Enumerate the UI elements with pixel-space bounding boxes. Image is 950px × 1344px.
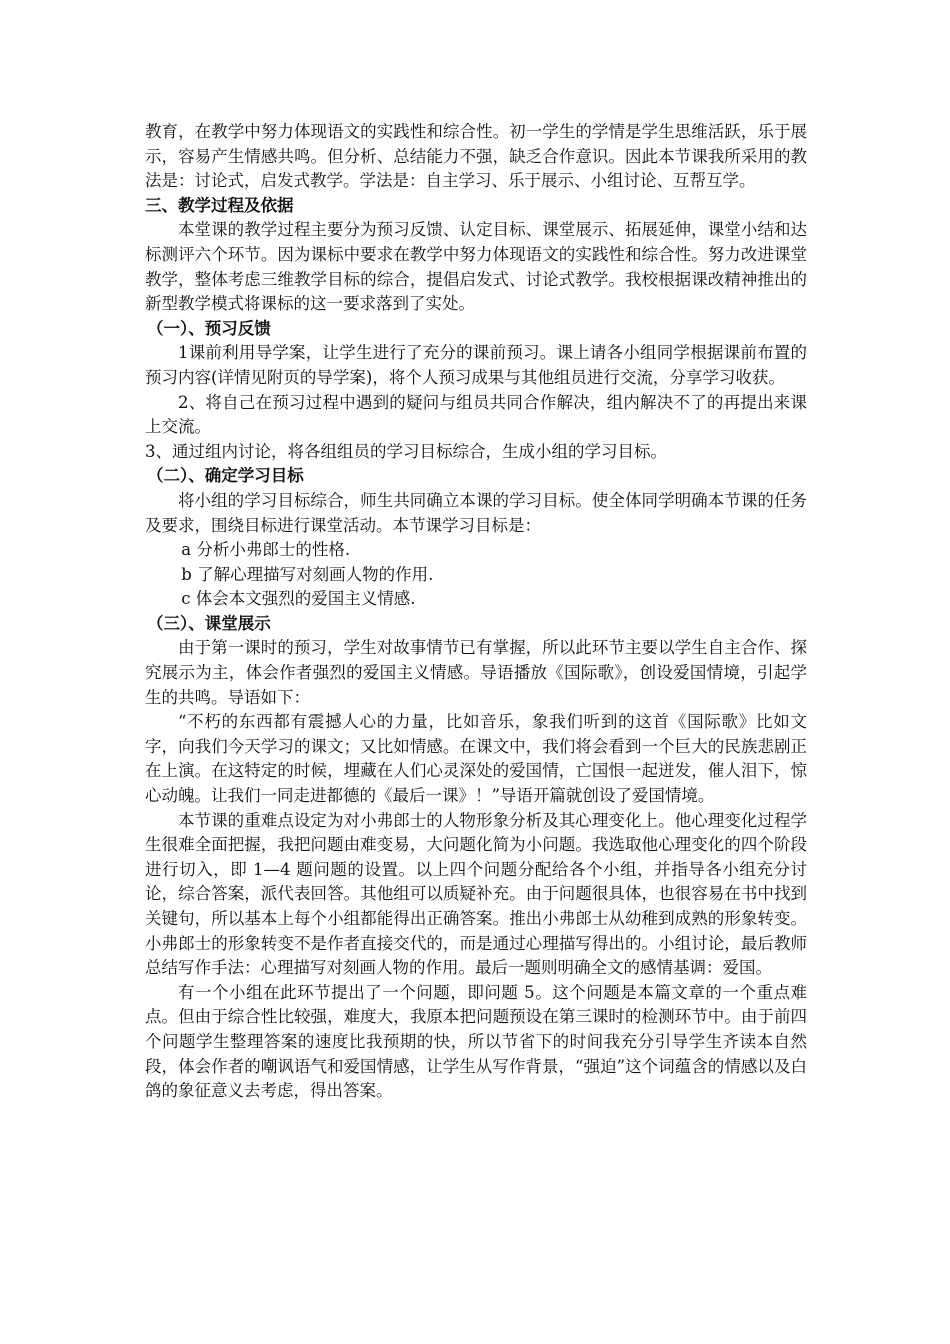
preview-paragraph-1: 1课前利用导学案，让学生进行了充分的课前预习。课上请各小组同学根据课前布置的预习内容(详情见附页的导学案)，将个人预习成果与其他组员进行交流，分享学习收获。	[145, 343, 807, 387]
subheading-class-presentation: （三）、课堂展示	[147, 613, 271, 633]
goals-paragraph: 将小组的学习目标综合，师生共同确立本课的学习目标。使全体同学明确本节课的任务及要求，围绕目标进行课堂活动。本节课学习目标是：	[145, 490, 807, 535]
document-page	[145, 120, 807, 1104]
preview-paragraph-3: 3、通过组内讨论，将各组组员的学习目标综合，生成小组的学习目标。	[145, 441, 667, 461]
goal-item: a 分析小弗郎士的性格.	[181, 540, 351, 560]
goal-item: b 了解心理描写对刻画人物的作用.	[181, 564, 434, 584]
presentation-paragraph-3: 本节课的重难点设定为对小弗郎士的人物形象分析及其心理变化上。他心理变化过程学生很难全面把握，我把问题由难变易，大问题化简为小问题。我选取他心理变化的四个阶段进行切入，即 1—4 题问题的设置。以上四个问题分配给各个小组，并指导各小组充分讨论，综合答案，派代表回答。其他组可以质疑补充。由于问题很具体，也很容易在书中找到关键句，所以基本上每个小组都能得出正确答案。推出小弗郎士从幼稚到成熟的形象转变。小弗郎士的形象转变不是作者直接交代的，而是通过心理描写得出的。小组讨论，最后教师总结写作手法：心理描写对刻画人物的作用。最后一题则明确全文的感情基调：爱国。	[145, 810, 807, 978]
preview-paragraph-2: 2、将自己在预习过程中遇到的疑问与组员共同合作解决，组内解决不了的再提出来课上交流。	[145, 392, 807, 437]
section-heading-teaching-process: 三、教学过程及依据	[145, 195, 294, 215]
presentation-paragraph-4: 有一个小组在此环节提出了一个问题，即问题 5。这个问题是本篇文章的一个重点难点。但由于综合性比较强，难度大，我原本把问题预设在第三课时的检测环节中。由于前四个问题学生整理答案的速度比我预期的快，所以节省下的时间我充分引导学生齐读本自然段，体会作者的嘲讽语气和爱国情感，让学生从写作背景，“强迫”这个词蕴含的情感以及白鸽的象征意义去考虑，得出答案。	[145, 982, 807, 1101]
goal-item: c 体会本文强烈的爱国主义情感.	[181, 589, 416, 609]
intro-paragraph: 教育，在教学中努力体现语文的实践性和综合性。初一学生的学情是学生思维活跃，乐于展示，容易产生情感共鸣。但分析、总结能力不强，缺乏合作意识。因此本节课我所采用的教法是：讨论式，启发式教学。学法是：自主学习、乐于展示、小组讨论、互帮互学。	[145, 122, 807, 191]
subheading-learning-goals: （二）、确定学习目标	[147, 466, 304, 486]
presentation-paragraph-1: 由于第一课时的预习，学生对故事情节已有掌握，所以此环节主要以学生自主合作、探究展示为主，体会作者强烈的爱国主义情感。导语播放《国际歌》，创设爱国情境，引起学生的共鸣。导语如下：	[145, 638, 807, 707]
subheading-preview-feedback: （一）、预习反馈	[147, 318, 271, 338]
presentation-quote-paragraph: “不朽的东西都有震撼人心的力量，比如音乐，象我们听到的这首《国际歌》比如文字，向我们今天学习的课文；又比如情感。在课文中，我们将会看到一个巨大的民族悲剧正在上演。在这特定的时候，埋藏在人们心灵深处的爱国情，亡国恨一起迸发，催人泪下，惊心动魄。让我们一同走进都德的《最后一课》！”导语开篇就创设了爱国情境。	[145, 712, 807, 806]
section-paragraph: 本堂课的教学过程主要分为预习反馈、认定目标、课堂展示、拓展延伸，课堂小结和达标测评六个环节。因为课标中要求在教学中努力体现语文的实践性和综合性。努力改进课堂教学，整体考虑三维教学目标的综合，提倡启发式、讨论式教学。我校根据课改精神推出的新型教学模式将课标的这一要求落到了实处。	[145, 220, 807, 314]
